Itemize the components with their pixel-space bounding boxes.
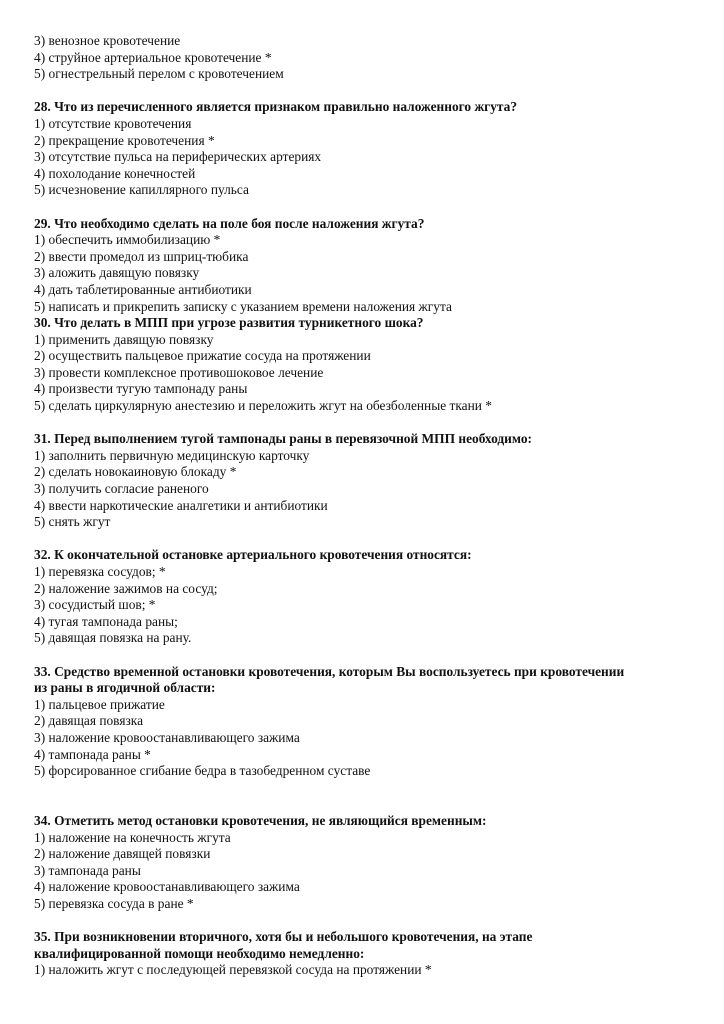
answer-option: 5) форсированное сгибание бедра в тазобедренном суставе bbox=[34, 763, 371, 779]
answer-option: 3) тампонада раны bbox=[34, 862, 141, 878]
answer-option: 4) наложение кровоостанавливающего зажима bbox=[34, 879, 300, 895]
answer-option: 1) заполнить первичную медицинскую карточку bbox=[34, 447, 310, 463]
question-32 bbox=[34, 547, 704, 647]
question-29 bbox=[34, 216, 704, 316]
answer-option: 2) ввести промедол из шприц-тюбика bbox=[34, 248, 249, 264]
answer-option: 5) написать и прикрепить записку с указанием времени наложения жгута bbox=[34, 298, 452, 314]
answer-option: 3) венозное кровотечение bbox=[34, 33, 181, 48]
answer-option: 4) струйное артериальное кровотечение * bbox=[34, 49, 272, 65]
answer-option: 4) ввести наркотические аналгетики и антибиотики bbox=[34, 497, 328, 513]
question-title: 35. При возникновении вторичного, хотя бы и небольшого кровотечения, на этапе bbox=[34, 929, 533, 945]
question-title: 29. Что необходимо сделать на поле боя после наложения жгута? bbox=[34, 215, 425, 231]
document-page bbox=[34, 33, 704, 979]
answer-option: 5) огнестрельный перелом с кровотечением bbox=[34, 66, 284, 82]
question-28 bbox=[34, 99, 704, 199]
question-title: 32. К окончательной остановке артериального кровотечения относятся: bbox=[34, 547, 472, 563]
answer-option: 2) давящая повязка bbox=[34, 713, 144, 729]
answer-option: 1) отсутствие кровотечения bbox=[34, 115, 192, 131]
answer-option: 2) прекращение кровотечения * bbox=[34, 132, 215, 148]
answer-option: 3) сосудистый шов; * bbox=[34, 597, 156, 613]
answer-option: 3) наложение кровоостанавливающего зажима bbox=[34, 729, 300, 745]
answer-option: 1) наложить жгут с последующей перевязкой сосуда на протяжении * bbox=[34, 962, 432, 978]
question-33 bbox=[34, 664, 704, 780]
answer-option: 1) применить давящую повязку bbox=[34, 331, 214, 347]
top-options bbox=[34, 33, 704, 83]
answer-option: 2) наложение давящей повязки bbox=[34, 846, 211, 862]
question-34 bbox=[34, 813, 704, 913]
answer-option: 4) похолодание конечностей bbox=[34, 165, 196, 181]
answer-option: 5) исчезновение капиллярного пульса bbox=[34, 182, 249, 198]
answer-option: 3) провести комплексное противошоковое лечение bbox=[34, 364, 324, 380]
question-30 bbox=[34, 315, 704, 415]
question-title: 34. Отметить метод остановки кровотечения, не являющийся временным: bbox=[34, 812, 487, 828]
answer-option: 5) давящая повязка на рану. bbox=[34, 630, 192, 646]
answer-option: 3) аложить давящую повязку bbox=[34, 265, 200, 281]
answer-option: 4) тугая тампонада раны; bbox=[34, 613, 178, 629]
answer-option: 1) перевязка сосудов; * bbox=[34, 564, 166, 579]
question-title-cont: из раны в ягодичной области: bbox=[34, 680, 216, 696]
question-35 bbox=[34, 929, 704, 979]
answer-option: 4) дать таблетированные антибиотики bbox=[34, 281, 252, 297]
answer-option: 1) наложение на конечность жгута bbox=[34, 829, 231, 845]
answer-option: 5) сделать циркулярную анестезию и переложить жгут на обезболенные ткани * bbox=[34, 398, 492, 414]
answer-option: 2) сделать новокаиновую блокаду * bbox=[34, 464, 237, 480]
answer-option: 2) наложение зажимов на сосуд; bbox=[34, 580, 218, 596]
question-title-cont: квалифицированной помощи необходимо немедленно: bbox=[34, 945, 365, 961]
question-31 bbox=[34, 431, 704, 531]
answer-option: 4) тампонада раны * bbox=[34, 746, 151, 762]
answer-option: 1) пальцевое прижатие bbox=[34, 696, 165, 712]
answer-option: 3) получить согласие раненого bbox=[34, 481, 209, 497]
answer-option: 2) осуществить пальцевое прижатие сосуда на протяжении bbox=[34, 348, 371, 364]
question-title: 30. Что делать в МПП при угрозе развития турникетного шока? bbox=[34, 315, 424, 331]
answer-option: 5) перевязка сосуда в ране * bbox=[34, 895, 194, 911]
question-title: 33. Средство временной остановки кровотечения, которым Вы воспользуетесь при кровотечении bbox=[34, 663, 625, 679]
answer-option: 5) снять жгут bbox=[34, 514, 111, 530]
question-title: 28. Что из перечисленного является признаком правильно наложенного жгута? bbox=[34, 99, 518, 115]
answer-option: 1) обеспечить иммобилизацию * bbox=[34, 232, 221, 248]
question-title: 31. Перед выполнением тугой тампонады раны в перевязочной МПП необходимо: bbox=[34, 431, 532, 447]
answer-option: 3) отсутствие пульса на периферических артериях bbox=[34, 149, 322, 165]
answer-option: 4) произвести тугую тампонаду раны bbox=[34, 381, 248, 397]
